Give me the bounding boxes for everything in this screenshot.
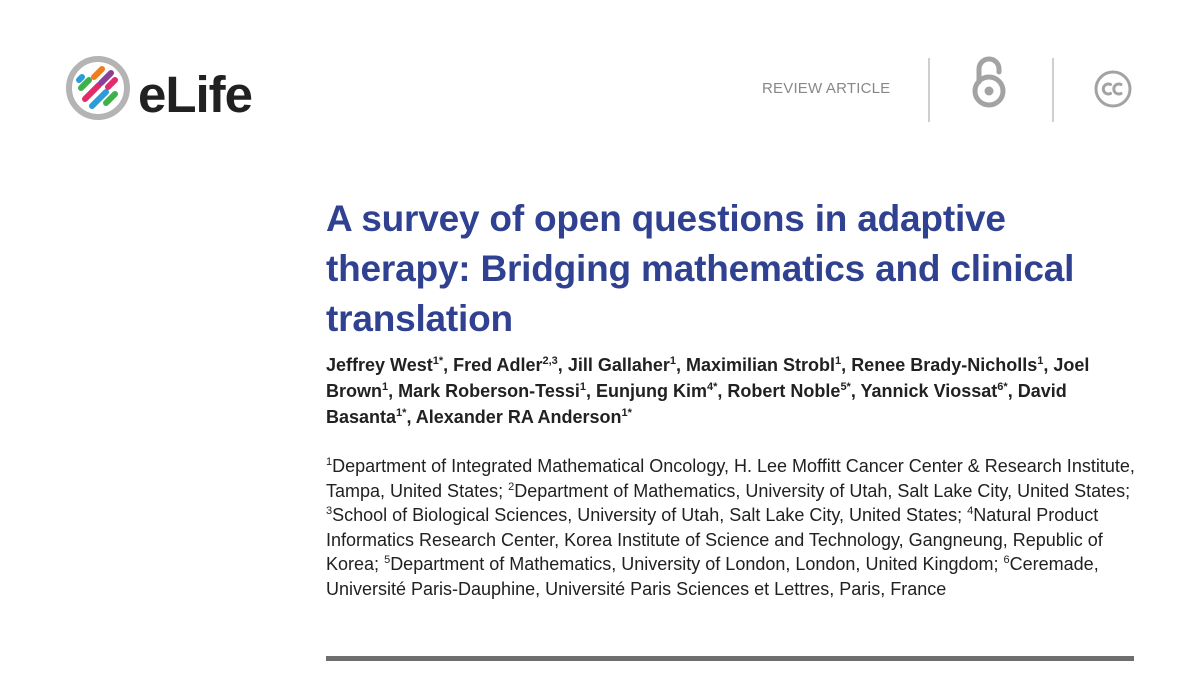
- author-name: Alexander RA Anderson: [415, 407, 622, 427]
- author-name: Mark Roberson-Tessi: [398, 381, 580, 401]
- affiliation: [508, 481, 1125, 501]
- author[interactable]: [596, 381, 717, 401]
- author-list: Jeffrey West$^{1*}$, Fred Adler$^{2,3}$, Jill Gallaher$^1$, Maximilian Strobl$^1$, Renee Brady-Nicholls$^1$, Joel Brown$^1$, Mark Roberson-Tessi$^1$, Eunjung Kim$^{4*}$, Robert Noble$^{5*}$, Yannick Viossat$^{6*}$, David Basanta$^{1*}$, Alexander RA Anderson$^{1*}$: [326, 355, 1090, 427]
- author-name: Yannick Viossat: [860, 381, 998, 401]
- journal-name: eLife: [138, 66, 253, 123]
- author-affiliation-marker: 1*: [432, 355, 444, 367]
- author-affiliation-marker: 1*: [621, 407, 632, 419]
- author-affiliation-marker: 2,3: [542, 355, 558, 367]
- affiliation-number: 1: [326, 456, 333, 468]
- author-name: Robert Noble: [727, 381, 841, 401]
- author-affiliation-marker: 4*: [707, 381, 718, 393]
- author-affiliation-marker: 5*: [840, 381, 851, 393]
- affiliation-number: 6: [1003, 554, 1010, 566]
- open-access-icon[interactable]: [968, 56, 1010, 108]
- author[interactable]: [453, 355, 558, 375]
- author-name: Fred Adler: [453, 355, 543, 375]
- header-divider: [1052, 58, 1054, 122]
- author[interactable]: [851, 355, 1043, 375]
- author[interactable]: [686, 355, 841, 375]
- affiliation-text: School of Biological Sciences, University of Utah, Salt Lake City, United States: [332, 505, 958, 525]
- author-name: Joel Brown: [326, 355, 1090, 401]
- author-affiliation-marker: 1: [382, 381, 389, 393]
- affiliation-list: $^1$Department of Integrated Mathematical Oncology, H. Lee Moffitt Cancer Center & Research Institute, Tampa, United States; $^2$Department of Mathematics, University of Utah, Salt Lake City, United States; $^3$School of Biological Sciences, University of Utah, Salt Lake City, United States; $^4$Natural Product Informatics Research Center, Korea Institute of Science and Technology, Gangneung, Republic of Korea; $^5$Department of Mathematics, University of London, London, United Kingdom; $^6$Ceremade, Université Paris-Dauphine, Université Paris Sciences et Lettres, Paris, France: [326, 456, 1135, 599]
- affiliation-number: 5: [384, 554, 391, 566]
- elife-logo[interactable]: [65, 55, 275, 127]
- author[interactable]: [861, 381, 1008, 401]
- affiliation: [326, 505, 957, 525]
- affiliation-text: Department of Integrated Mathematical Oncology, H. Lee Moffitt Cancer Center & Research Institute, Tampa, United States: [326, 456, 1135, 501]
- author-name: David Basanta: [326, 381, 1067, 427]
- header-divider: [928, 58, 930, 122]
- author-affiliation-marker: 1*: [396, 407, 407, 419]
- author-name: Jill Gallaher: [567, 355, 670, 375]
- affiliation-number: 4: [967, 505, 974, 517]
- author-name: Maximilian Strobl: [686, 355, 836, 375]
- affiliation-text: Department of Mathematics, University of Utah, Salt Lake City, United States: [514, 480, 1126, 501]
- page-header: [0, 0, 1200, 170]
- author[interactable]: [568, 355, 676, 375]
- article-title: A survey of open questions in adaptive therapy: Bridging mathematics and clinical translation: [326, 198, 1075, 339]
- author-name: Eunjung Kim: [596, 381, 707, 401]
- creative-commons-icon[interactable]: [1093, 69, 1133, 109]
- author[interactable]: [326, 355, 443, 375]
- affiliation-text: Department of Mathematics, University of London, London, United Kingdom: [390, 554, 994, 574]
- author-affiliation-marker: 1: [1037, 355, 1044, 367]
- affiliation-number: 2: [508, 480, 515, 493]
- author-name: Jeffrey West: [326, 355, 433, 375]
- elife-logo-icon: [65, 55, 131, 121]
- affiliation-text: Natural Product Informatics Research Center, Korea Institute of Science and Technology, Gangneung, Republic of Korea: [326, 505, 1103, 574]
- author-affiliation-marker: 1: [835, 355, 842, 367]
- affiliation: [384, 554, 993, 574]
- article-type-label: REVIEW ARTICLE: [762, 80, 891, 97]
- author-name: Renee Brady-Nicholls: [851, 355, 1038, 375]
- author-affiliation-marker: 1: [579, 381, 586, 393]
- author-affiliation-marker: 6*: [997, 381, 1008, 393]
- author[interactable]: [727, 381, 850, 401]
- author-affiliation-marker: 1: [669, 355, 676, 367]
- author[interactable]: [398, 381, 586, 401]
- affiliation-number: 3: [326, 505, 333, 517]
- author[interactable]: [416, 407, 632, 427]
- affiliation-text: Ceremade, Université Paris-Dauphine, Université Paris Sciences et Lettres, Paris, France: [326, 554, 1099, 599]
- section-divider: [326, 656, 1134, 661]
